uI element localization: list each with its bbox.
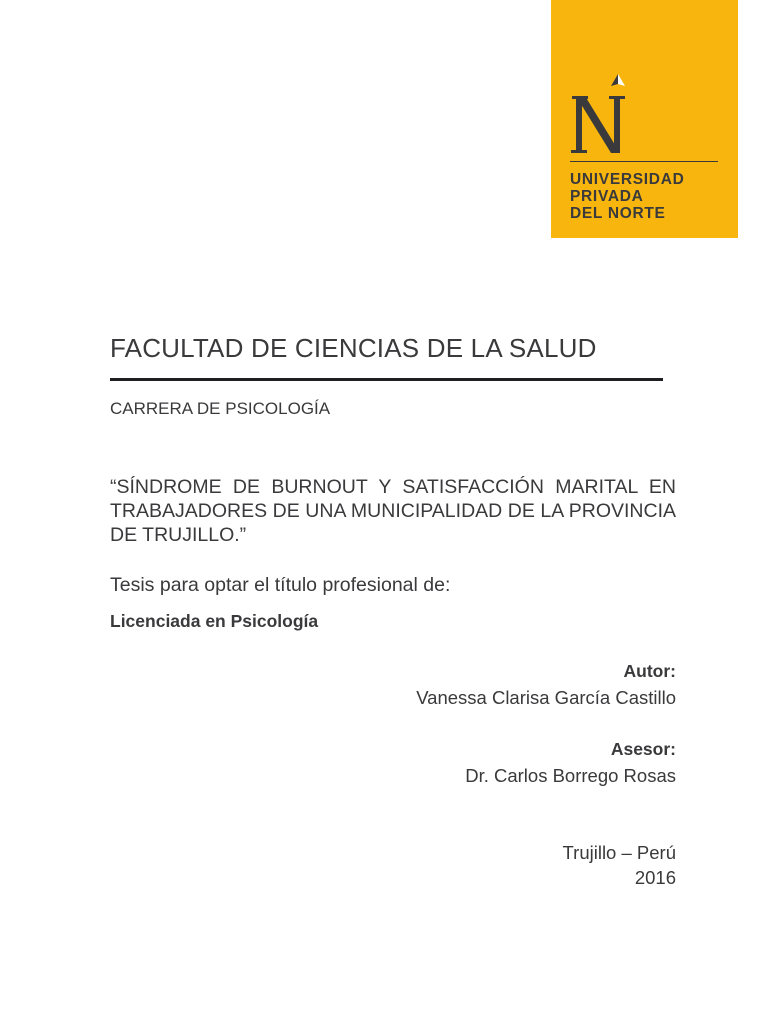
faculty-heading: FACULTAD DE CIENCIAS DE LA SALUD [110, 333, 597, 363]
author-label: Autor: [623, 661, 676, 681]
logo-wordmark [570, 171, 685, 222]
upn-n-logo-icon [569, 70, 633, 156]
logo-line-1: UNIVERSIDAD [570, 171, 685, 188]
logo-line-2: PRIVADA [570, 188, 644, 205]
university-logo [551, 0, 738, 238]
place: Trujillo – Perú [562, 842, 676, 863]
career-name: CARRERA DE PSICOLOGÍA [110, 399, 331, 418]
advisor-label: Asesor: [610, 739, 676, 759]
degree-name: Licenciada en Psicología [110, 611, 319, 631]
logo-line-3: DEL NORTE [570, 205, 666, 222]
advisor-name: Dr. Carlos Borrego Rosas [465, 765, 676, 786]
thesis-title: “SÍNDROME DE BURNOUT Y SATISFACCIÓN MARITAL EN TRABAJADORES DE UNA MUNICIPALIDAD DE LA PROVINCIA DE TRUJILLO.” [110, 476, 676, 546]
author-name: Vanessa Clarisa García Castillo [416, 687, 676, 708]
year: 2016 [634, 867, 676, 888]
heading-divider [110, 378, 663, 381]
degree-intro: Tesis para optar el título profesional de: [110, 574, 451, 596]
logo-divider [570, 161, 718, 162]
